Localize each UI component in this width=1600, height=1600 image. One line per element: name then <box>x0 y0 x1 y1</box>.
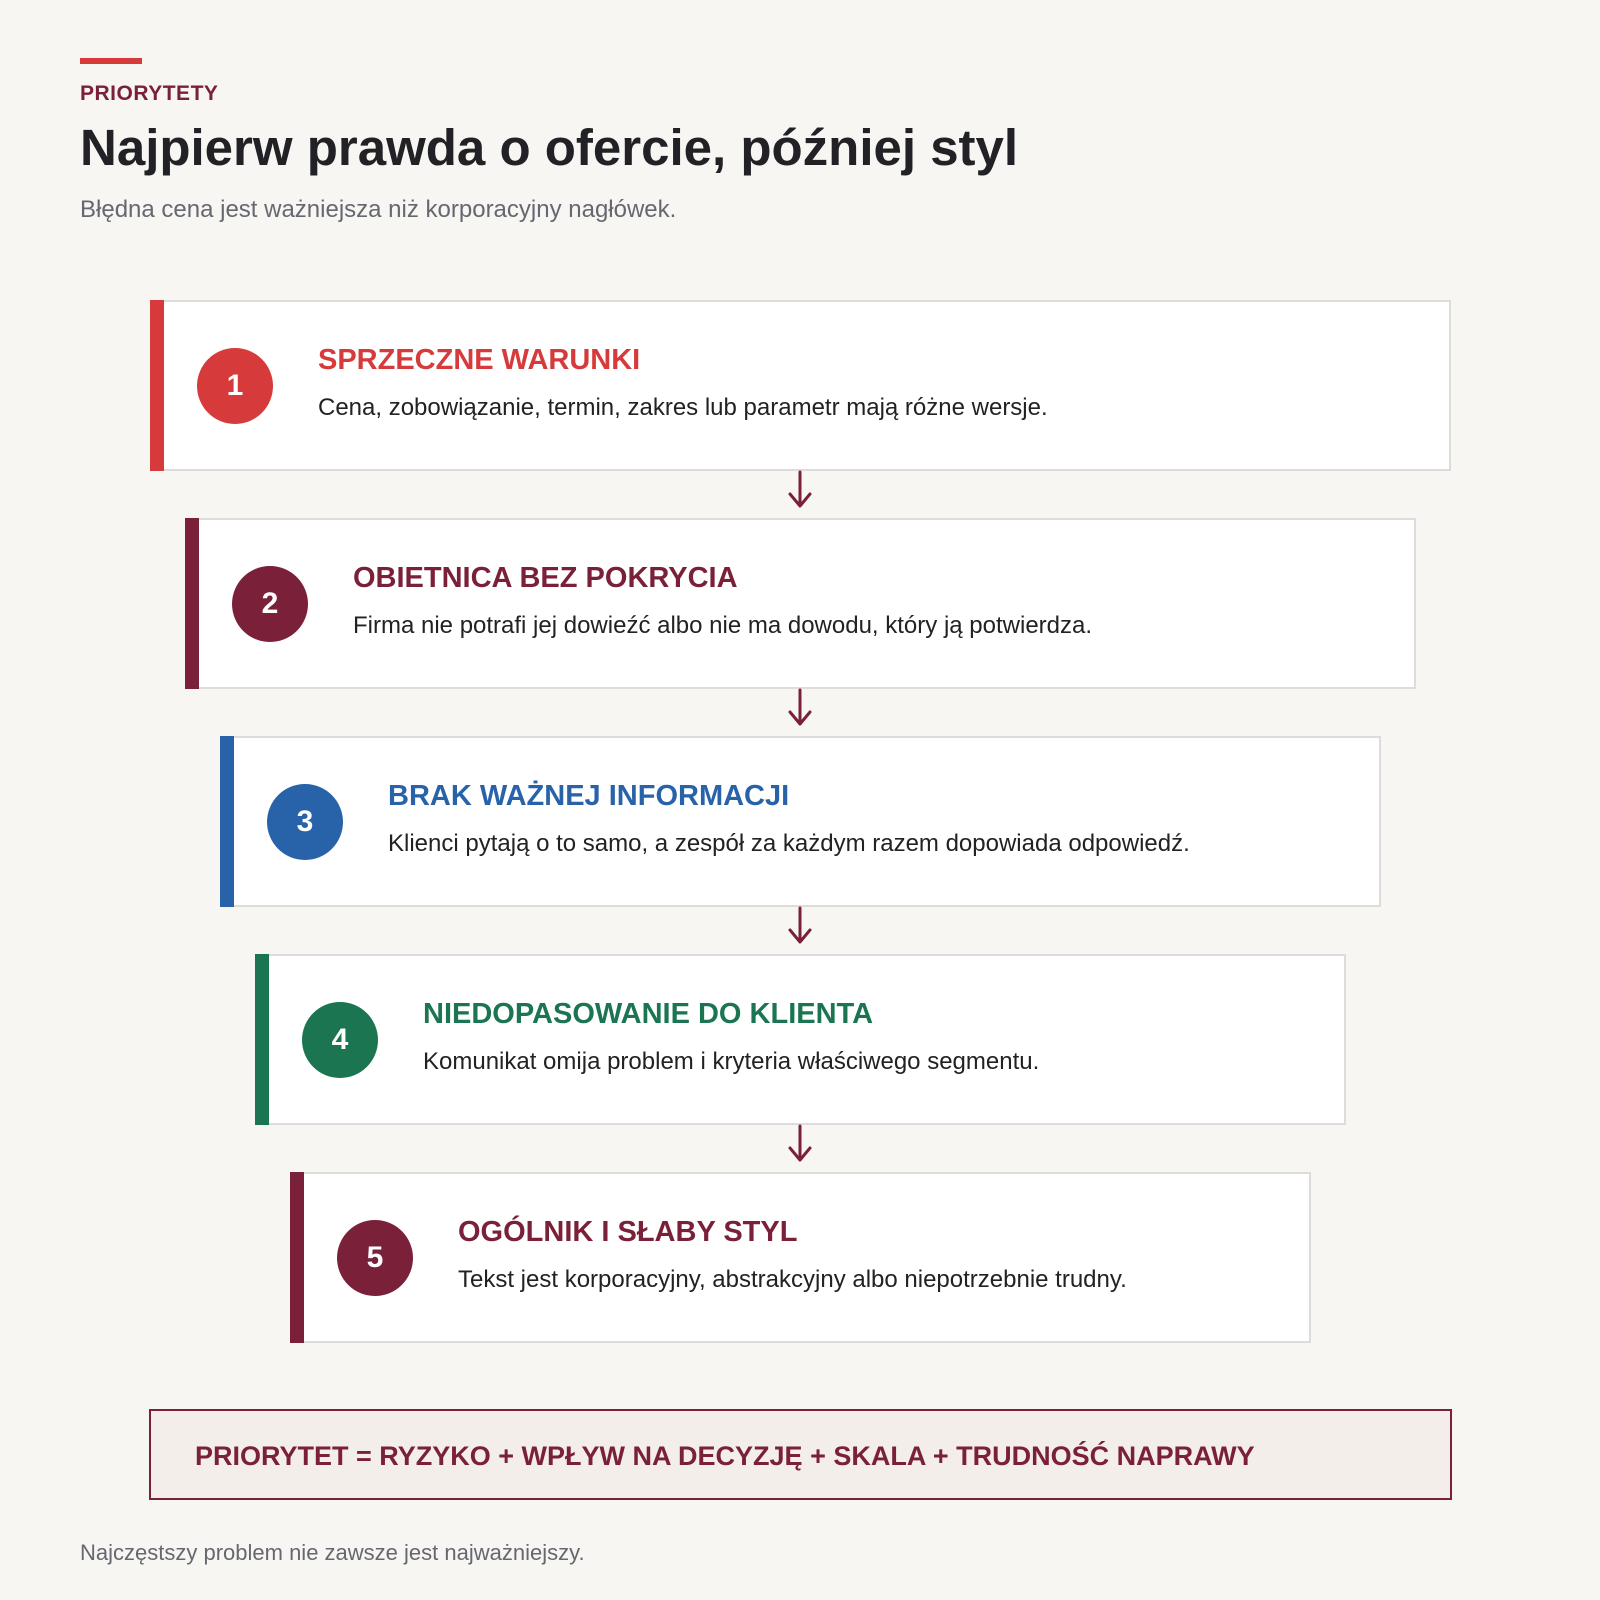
step-description: Firma nie potrafi jej dowieźć albo nie ma dowodu, który ją potwierdza. <box>353 612 1093 639</box>
step-number-badge: 5 <box>337 1220 413 1296</box>
page-title: Najpierw prawda o ofercie, później styl <box>80 119 1019 176</box>
step-card-1 <box>150 300 1451 471</box>
step-description: Klienci pytają o to samo, a zespół za każdym razem dopowiada odpowiedź. <box>388 830 1190 857</box>
step-title: OGÓLNIK I SŁABY STYL <box>458 1216 798 1248</box>
step-description: Cena, zobowiązanie, termin, zakres lub parametr mają różne wersje. <box>318 394 1048 421</box>
step-card-3 <box>220 736 1381 907</box>
step-number-badge: 2 <box>232 566 308 642</box>
down-arrow-icon <box>786 688 814 728</box>
step-description: Tekst jest korporacyjny, abstrakcyjny albo niepotrzebnie trudny. <box>458 1266 1127 1293</box>
step-number-badge: 4 <box>302 1002 378 1078</box>
priority-formula: PRIORYTET = RYZYKO + WPŁYW NA DECYZJĘ + SKALA + TRUDNOŚĆ NAPRAWY <box>195 1441 1255 1471</box>
step-color-stripe <box>185 518 199 689</box>
step-title: OBIETNICA BEZ POKRYCIA <box>353 562 738 594</box>
step-title: BRAK WAŻNEJ INFORMACJI <box>388 780 790 812</box>
accent-bar <box>80 58 142 64</box>
footer-note: Najczęstszy problem nie zawsze jest najważniejszy. <box>80 1540 585 1565</box>
step-title: NIEDOPASOWANIE DO KLIENTA <box>423 998 874 1030</box>
down-arrow-icon <box>786 1124 814 1164</box>
step-color-stripe <box>150 300 164 471</box>
step-color-stripe <box>220 736 234 907</box>
step-title: SPRZECZNE WARUNKI <box>318 344 641 376</box>
eyebrow-label: PRIORYTETY <box>80 82 219 105</box>
page-subtitle: Błędna cena jest ważniejsza niż korporacyjny nagłówek. <box>80 196 677 223</box>
step-card-4 <box>255 954 1346 1125</box>
step-color-stripe <box>255 954 269 1125</box>
step-card-2 <box>185 518 1416 689</box>
step-description: Komunikat omija problem i kryteria właściwego segmentu. <box>423 1048 1040 1075</box>
step-number-badge: 3 <box>267 784 343 860</box>
step-color-stripe <box>290 1172 304 1343</box>
down-arrow-icon <box>786 906 814 946</box>
priority-formula-box <box>149 1409 1452 1500</box>
step-card-5 <box>290 1172 1311 1343</box>
step-number-badge: 1 <box>197 348 273 424</box>
down-arrow-icon <box>786 470 814 510</box>
